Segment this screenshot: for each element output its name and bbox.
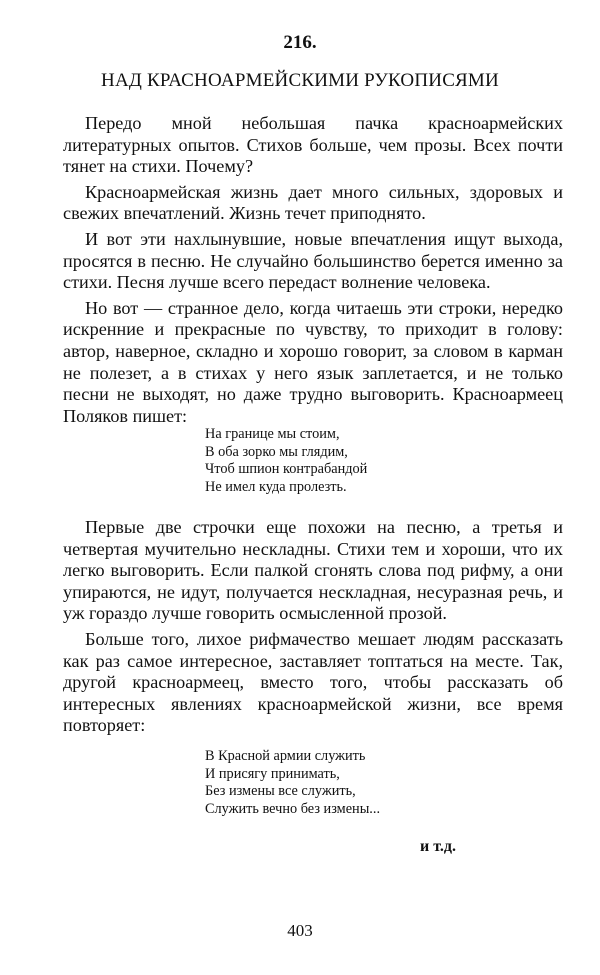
paragraph: Но вот — странное дело, когда читаешь эти строки, нередко искренние и прекрасные по чувству, то приходит в голову: автор, наверное, складно и хорошо говорит, за словом в карман не полезет, а в стихах у него язык заплетается, и не только песни не выходят, но даже трудно выговорить. Красноармеец Поляков пишет: xyxy=(63,297,563,426)
etc-note: и т.д. xyxy=(420,838,456,855)
text-block-2 xyxy=(63,517,563,741)
page-title: НАД КРАСНОАРМЕЙСКИМИ РУКОПИСЯМИ xyxy=(101,70,499,91)
poem-line: Без измены все служить, xyxy=(205,783,356,799)
poem-quote-1 xyxy=(205,426,367,496)
section-number: 216. xyxy=(283,32,317,53)
text-block-1 xyxy=(63,113,563,431)
poem-line: На границе мы стоим, xyxy=(205,426,340,442)
paragraph: Первые две строчки еще похожи на песню, а третья и четвертая мучительно нескладны. Стихи тем и хороши, что их легко выговорить. Если палкой сгонять слова под рифму, а они упираются, не идут, получается нескладная, несуразная речь, и уж гораздо лучше говорить осмысленной прозой. xyxy=(63,517,563,624)
poem-line: В оба зорко мы глядим, xyxy=(205,443,348,460)
paragraph: Передо мной небольшая пачка красноармейских литературных опытов. Стихов больше, чем прозы. Всех почти тянет на стихи. Почему? xyxy=(63,113,563,177)
poem-line: Служить вечно без измены... xyxy=(205,800,381,817)
poem-line: И присягу принимать, xyxy=(205,765,340,782)
poem-line: Чтоб шпион контрабандой xyxy=(205,461,368,477)
paragraph: Красноармейская жизнь дает много сильных, здоровых и свежих впечатлений. Жизнь течет приподнято. xyxy=(63,181,563,224)
poem-line: В Красной армии служить xyxy=(205,748,366,764)
page-number: 403 xyxy=(287,921,313,940)
paragraph: Больше того, лихое рифмачество мешает людям рассказать как раз самое интересное, заставляет топтаться на месте. Так, другой красноармеец, вместо того, чтобы рассказать об интересных явлениях красноармейской жизни, все время повторяет: xyxy=(63,628,563,736)
poem-line: Не имел куда пролезть. xyxy=(205,478,347,495)
paragraph: И вот эти нахлынувшие, новые впечатления ищут выхода, просятся в песню. Не случайно большинство берется именно за стихи. Песня лучше всего передаст волнение человека. xyxy=(63,228,563,293)
poem-quote-2 xyxy=(205,748,380,818)
